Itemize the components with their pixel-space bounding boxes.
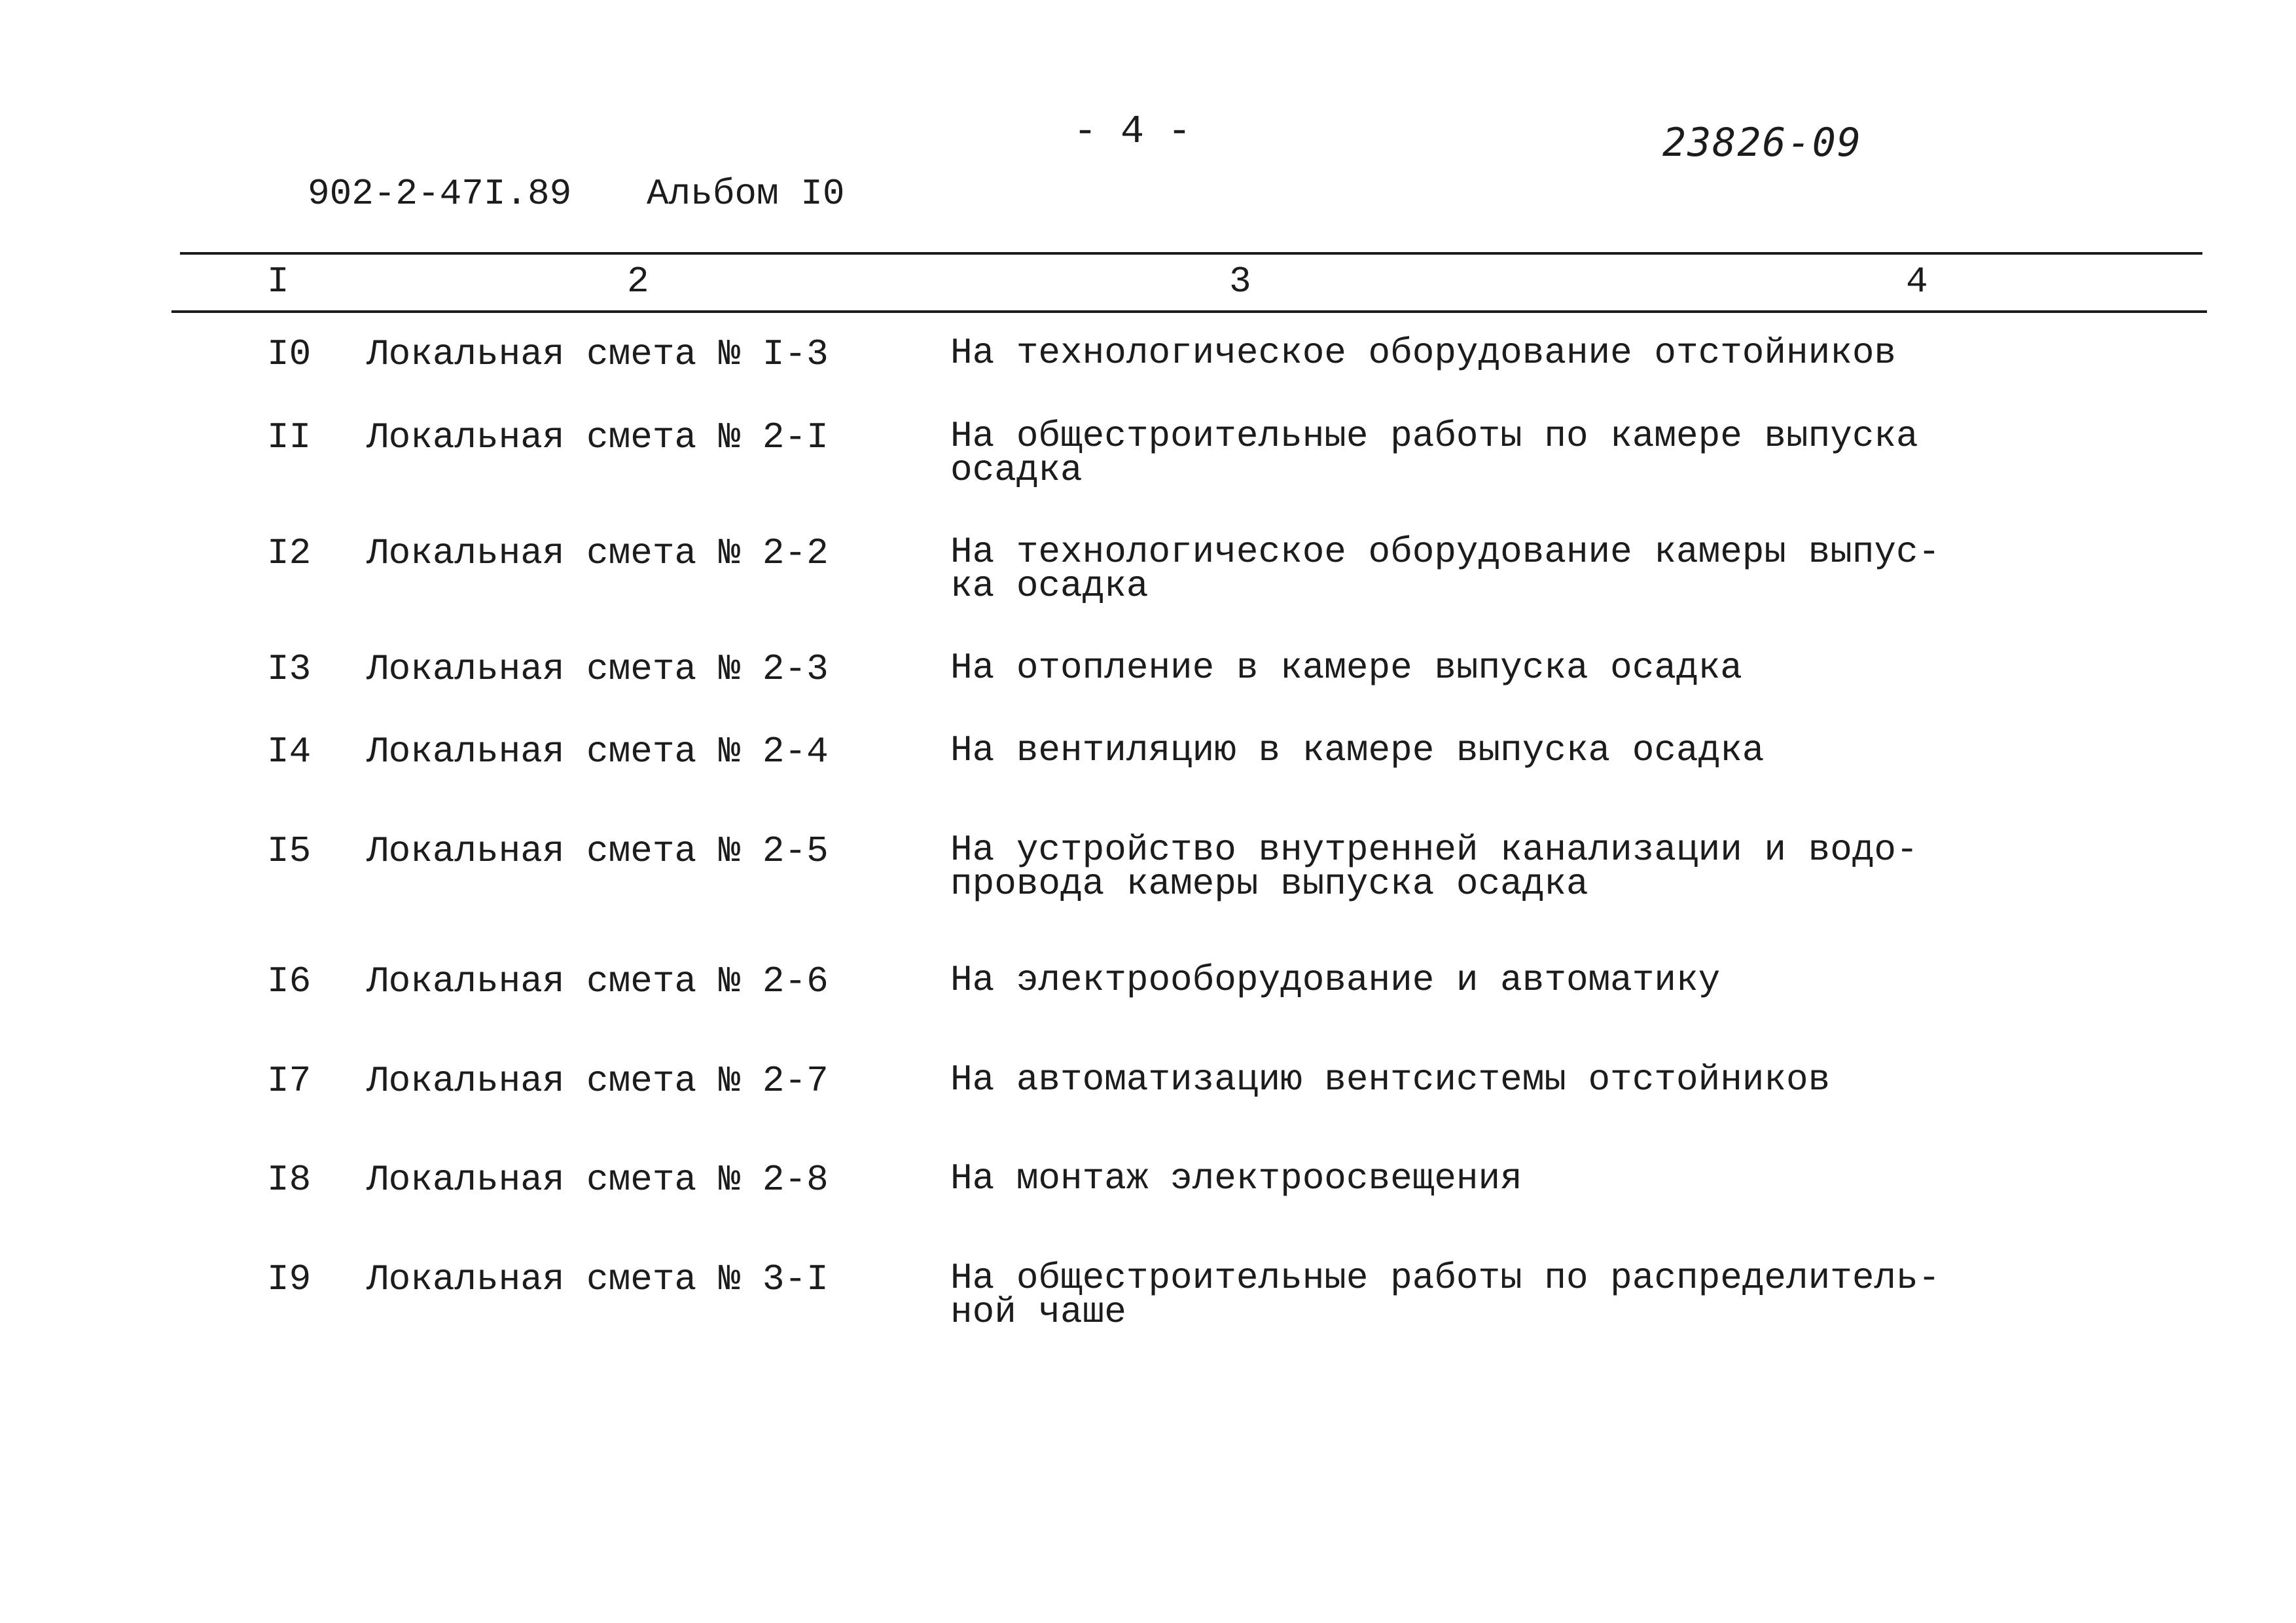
column-header-2: 2 [627,261,649,302]
album-label: Альбом I0 [647,173,845,215]
table-header-rule [171,310,2207,313]
estimate-description: На технологическое оборудование камеры выпус- ка осадка [950,531,1941,607]
row-number: I6 [267,960,312,1002]
row-number: I4 [267,731,312,773]
estimate-description: На общестроительные работы по камере выпуска осадка [950,415,1918,491]
document-code: 23826-09 [1662,120,1862,166]
estimate-name: Локальная смета № 2-8 [367,1159,829,1201]
row-number: I7 [267,1060,312,1102]
estimate-name: Локальная смета № 2-I [367,416,829,458]
estimate-name: Локальная смета № 3-I [367,1258,829,1300]
estimate-description: На технологическое оборудование отстойников [950,332,1897,374]
estimate-description: На отопление в камере выпуска осадка [950,647,1742,689]
estimate-name: Локальная смета № 2-5 [367,830,829,872]
row-number: I9 [267,1258,312,1300]
row-number: I0 [267,333,312,375]
table-top-rule [180,252,2202,255]
estimate-name: Локальная смета № 2-7 [367,1060,829,1102]
column-header-1: I [267,261,289,302]
column-header-4: 4 [1906,261,1928,302]
row-number: I8 [267,1159,312,1201]
estimate-description: На монтаж электроосвещения [950,1158,1522,1199]
project-code: 902-2-47I.89 [308,173,572,215]
estimate-description: На автоматизацию вентсистемы отстойников [950,1059,1831,1101]
estimate-description: На устройство внутренней канализации и водо- провода камеры выпуска осадка [950,829,1918,905]
estimate-description: На электрооборудование и автоматику [950,959,1721,1001]
estimate-name: Локальная смета № 2-6 [367,960,829,1002]
row-number: II [267,416,312,458]
estimate-description: На вентиляцию в камере выпуска осадка [950,729,1765,771]
row-number: I3 [267,648,312,690]
row-number: I5 [267,830,312,872]
estimate-name: Локальная смета № 2-2 [367,532,829,574]
column-header-3: 3 [1229,261,1251,302]
estimate-name: Локальная смета № 2-3 [367,648,829,690]
row-number: I2 [267,532,312,574]
estimate-name: Локальная смета № 2-4 [367,731,829,773]
page-number: - 4 - [1073,110,1192,155]
estimate-description: На общестроительные работы по распределитель- ной чаше [950,1257,1941,1333]
estimate-name: Локальная смета № I-3 [367,333,829,375]
